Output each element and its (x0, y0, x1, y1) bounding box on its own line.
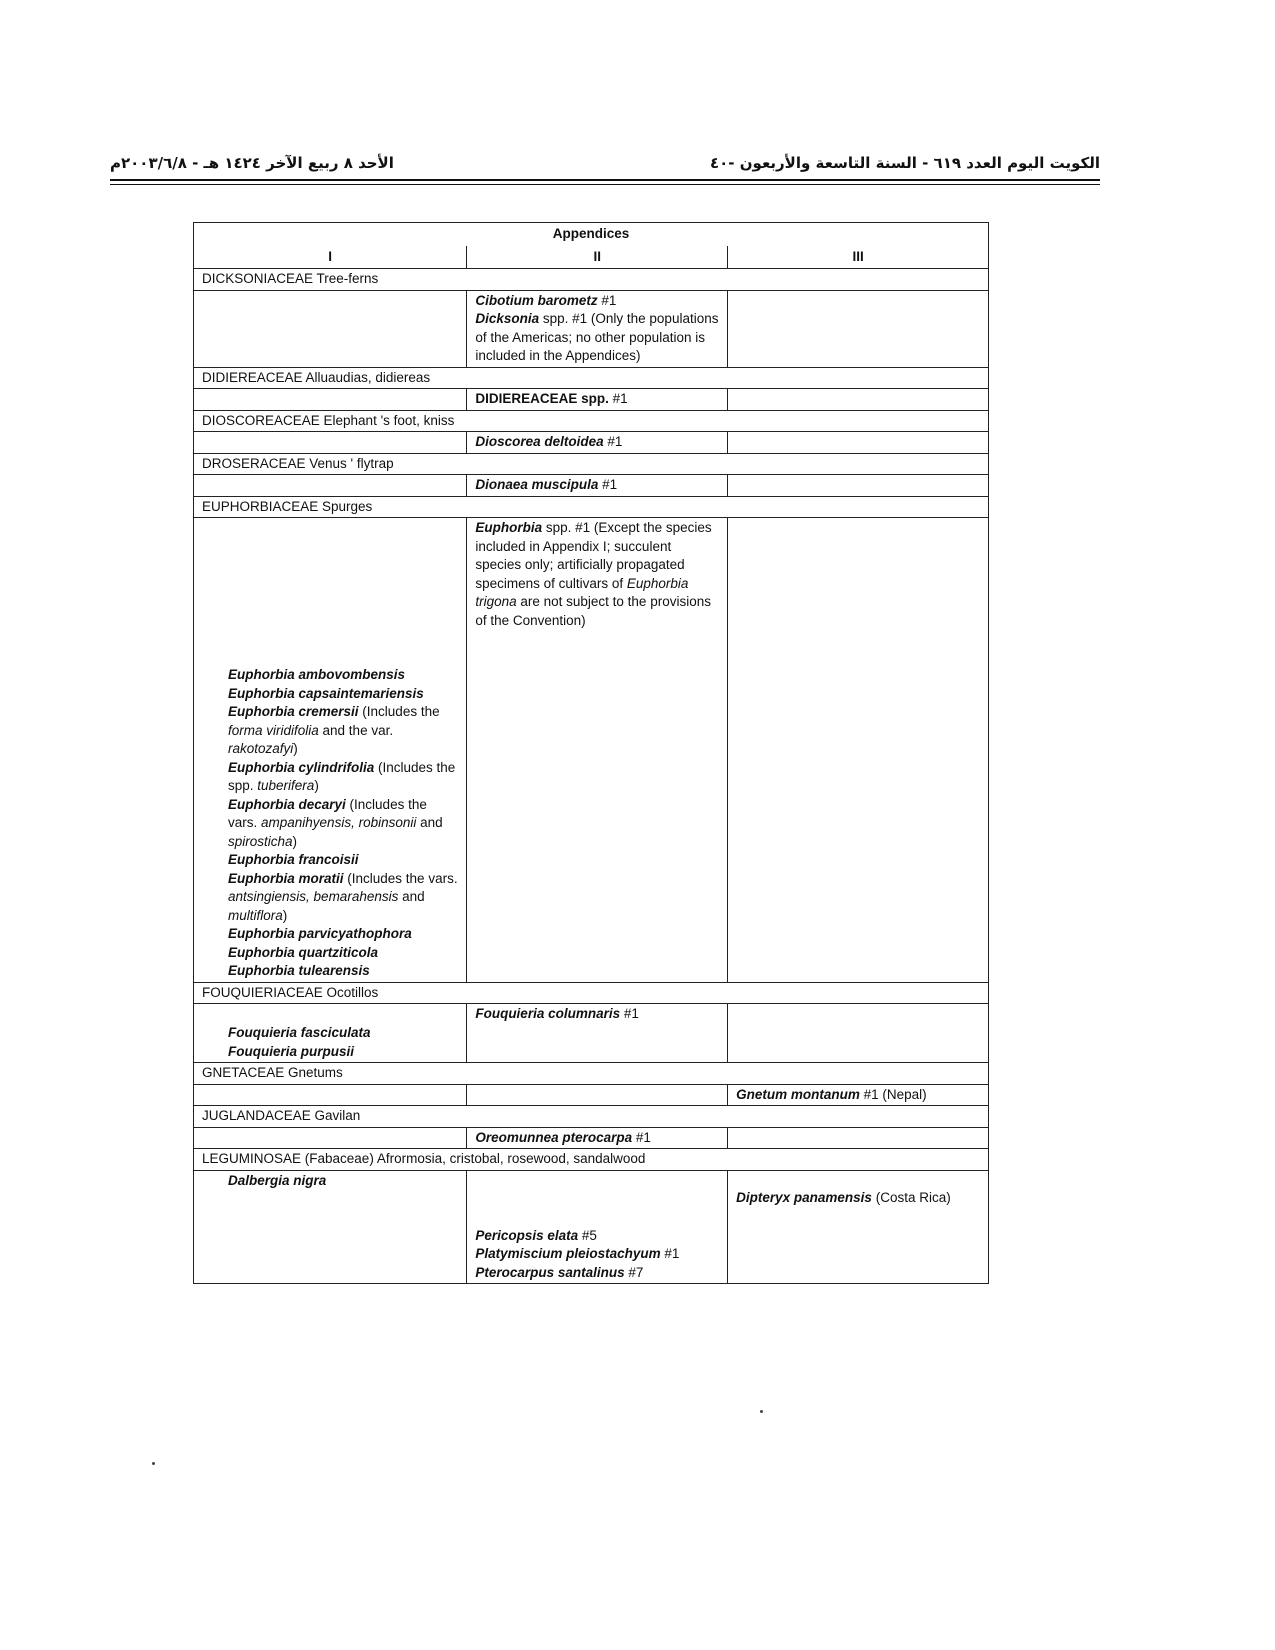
species-note: are not subject to the provisions of the Convention) (475, 594, 711, 628)
species-name: Dionaea muscipula (475, 477, 599, 492)
species-note: #1 (603, 434, 623, 449)
species-note: (Includes the vars. (343, 870, 458, 886)
cell-iii-empty (728, 1004, 989, 1063)
family-didiereaceae: DIDIEREACEAE Alluaudias, didiereas (194, 367, 989, 389)
cell-i (194, 1004, 467, 1063)
cell-iii-empty (728, 389, 989, 411)
species-note: (Includes the (358, 704, 440, 719)
species-name: Dalbergia nigra (228, 1172, 327, 1188)
species-note-italic: Euphorbia trigona (475, 575, 689, 609)
header-date: الأحد ٨ ربيع الآخر ١٤٢٤ هـ - ٢٠٠٣/٦/٨م (110, 154, 394, 172)
cell-iii (728, 1084, 989, 1106)
cell-ii (467, 1170, 728, 1284)
appendices-table (193, 222, 989, 1284)
table-row (194, 475, 989, 497)
cell-i-empty (194, 475, 467, 497)
family-row (194, 1106, 989, 1128)
species-name: Oreomunnea pterocarpa (475, 1129, 633, 1145)
species-name: Pterocarpus santalinus (475, 1264, 625, 1280)
species-note: spp. #1 (Only the populations of the Americas; no other population is included in the Appendices) (475, 311, 719, 363)
table-title-row (194, 223, 989, 246)
cell-ii (467, 389, 728, 411)
species-note: spp. #1 (Except the species included in Appendix I; succulent species only; artificially propagated specimens of cultivars of (475, 520, 712, 591)
cell-ii (467, 432, 728, 454)
family-juglandaceae: JUGLANDACEAE Gavilan (194, 1106, 989, 1128)
species-note: ) (293, 741, 298, 756)
appendices-title: Appendices (194, 223, 989, 246)
table-row (194, 389, 989, 411)
cell-iii-empty (728, 432, 989, 454)
cell-i-empty (194, 290, 467, 367)
family-row (194, 453, 989, 475)
family-gnetaceae: GNETACEAE Gnetums (194, 1063, 989, 1085)
species-note: #1 (620, 1006, 639, 1021)
header-rule-thin (110, 184, 1100, 185)
cell-ii-empty (467, 1084, 728, 1106)
species-note: #1 (632, 1129, 651, 1145)
species-name: Euphorbia moratii (228, 870, 344, 886)
cell-ii (467, 1004, 728, 1063)
family-fouquieriaceae: FOUQUIERIACEAE Ocotillos (194, 982, 989, 1004)
family-dioscoreaceae: DIOSCOREACEAE Elephant 's foot, kniss (194, 410, 989, 432)
table-row (194, 1084, 989, 1106)
header-issue: الكويت اليوم العدد ٦١٩ - السنة التاسعة والأربعون -٤٠ (709, 154, 1100, 172)
species-name: Euphorbia capsaintemariensis (228, 685, 424, 701)
cell-ii (467, 1127, 728, 1149)
page-header (110, 150, 1100, 190)
cell-i-empty (194, 389, 467, 411)
col-header-ii: II (467, 246, 728, 269)
species-note: (Includes the vars. (228, 796, 427, 830)
table-row (194, 432, 989, 454)
family-row (194, 367, 989, 389)
species-note-italic: rakotozafyi (228, 741, 294, 756)
cell-i (194, 518, 467, 983)
cell-iii-empty (728, 290, 989, 367)
species-name: Euphorbia (475, 520, 543, 535)
species-name: Euphorbia ambovombensis (228, 667, 406, 682)
species-note: ) (292, 833, 298, 849)
species-name: Euphorbia tulearensis (228, 963, 370, 978)
species-name: Fouquieria columnaris (475, 1006, 621, 1021)
species-name: Euphorbia cylindrifolia (228, 759, 375, 775)
family-row (194, 1149, 989, 1171)
species-name: Fouquieria fasciculata (228, 1025, 371, 1040)
species-name: Cibotium barometz (475, 292, 598, 308)
species-note: ) (282, 907, 288, 923)
species-name: Dicksonia (475, 311, 540, 326)
species-note: ) (314, 778, 319, 793)
cell-ii (467, 290, 728, 367)
species-note-italic: forma viridifolia (228, 722, 319, 738)
family-dicksoniaceae: DICKSONIACEAE Tree-ferns (194, 269, 989, 291)
species-note: (Includes the spp. (228, 759, 456, 793)
family-row (194, 1063, 989, 1085)
species-name: Euphorbia decaryi (228, 796, 346, 812)
scan-speck (760, 1410, 763, 1413)
table-row (194, 1004, 989, 1063)
species-note: #7 (624, 1264, 644, 1280)
species-note: and (398, 889, 425, 904)
cell-iii-empty (728, 1127, 989, 1149)
family-row (194, 496, 989, 518)
species-note: (Costa Rica) (871, 1189, 951, 1205)
cell-iii-empty (728, 475, 989, 497)
table-row (194, 1127, 989, 1149)
species-note: and the var. (318, 722, 394, 738)
family-droseraceae: DROSERACEAE Venus ' flytrap (194, 453, 989, 475)
species-name: Euphorbia quartziticola (228, 944, 379, 960)
species-note-italic: tuberifera (257, 778, 315, 793)
cell-iii (728, 1170, 989, 1284)
species-note-italic: ampanihyensis, robinsonii (261, 815, 417, 830)
family-row (194, 982, 989, 1004)
species-note: #5 (578, 1227, 597, 1243)
species-name: Euphorbia cremersii (228, 704, 359, 719)
table-row (194, 290, 989, 367)
species-note: #1 (597, 292, 617, 308)
species-name: Dipteryx panamensis (736, 1189, 872, 1205)
cell-ii (467, 518, 728, 983)
column-header-row (194, 246, 989, 269)
species-note: #1 (608, 391, 628, 406)
species-name: Platymiscium pleiostachyum (475, 1246, 661, 1261)
species-name: Pericopsis elata (475, 1227, 579, 1243)
species-name: Fouquieria purpusii (228, 1043, 355, 1059)
family-row (194, 269, 989, 291)
species-name: Euphorbia parvicyathophora (228, 926, 412, 941)
cell-iii-empty (728, 518, 989, 983)
cell-i-empty (194, 1084, 467, 1106)
species-name: DIDIEREACEAE spp. (475, 391, 609, 406)
species-name: Dioscorea deltoidea (475, 434, 604, 449)
cell-ii (467, 475, 728, 497)
family-leguminosae: LEGUMINOSAE (Fabaceae) Afrormosia, cristobal, rosewood, sandalwood (194, 1149, 989, 1171)
cell-i-empty (194, 432, 467, 454)
species-note-italic: multiflora (228, 907, 283, 923)
species-note: and (416, 815, 443, 830)
cell-i-empty (194, 1127, 467, 1149)
header-rule (110, 179, 1100, 181)
species-name: Euphorbia francoisii (228, 852, 359, 867)
species-note: #1 (660, 1246, 680, 1261)
species-name: Gnetum montanum (736, 1086, 860, 1102)
species-note-italic: antsingiensis, bemarahensis (228, 889, 399, 904)
family-row (194, 410, 989, 432)
table-row (194, 518, 989, 983)
cell-i (194, 1170, 467, 1284)
col-header-iii: III (728, 246, 989, 269)
family-euphorbiaceae: EUPHORBIACEAE Spurges (194, 496, 989, 518)
col-header-i: I (194, 246, 467, 269)
scan-speck (152, 1462, 155, 1465)
species-note: #1 (598, 477, 618, 492)
table-row (194, 1170, 989, 1284)
species-note-italic: spirosticha (228, 833, 293, 849)
species-note: #1 (Nepal) (859, 1086, 927, 1102)
